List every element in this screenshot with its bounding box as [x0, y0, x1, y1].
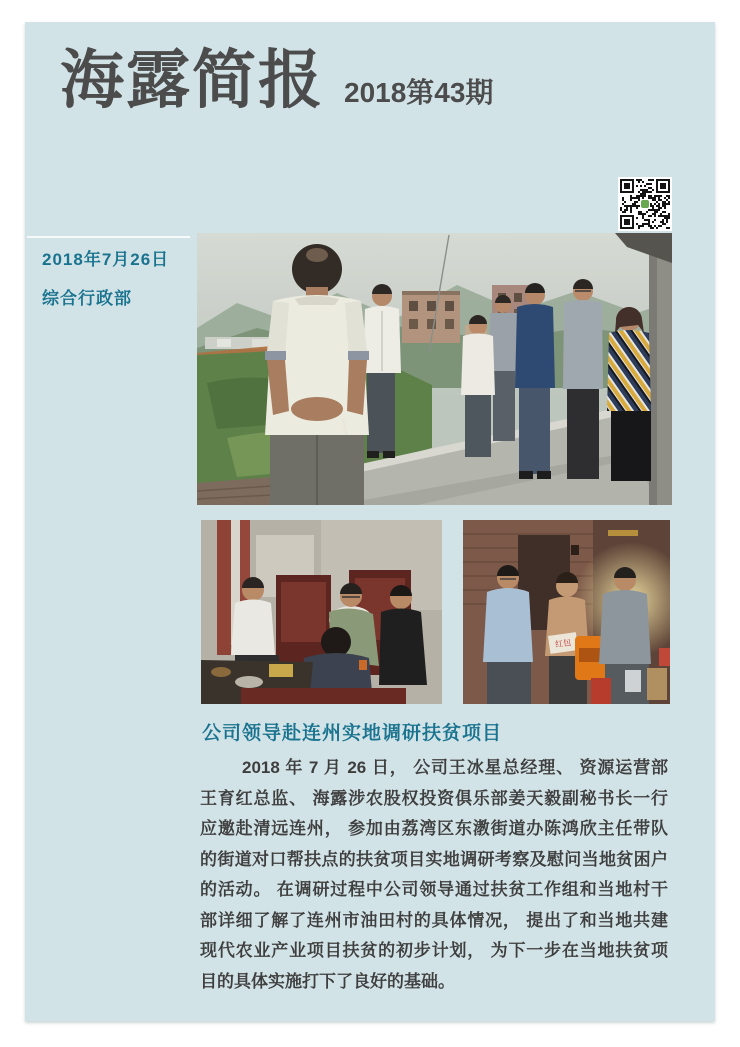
body-line: 部详细了解了连州市油田村的具体情况， 提出了和当地共建 — [200, 910, 668, 930]
newsletter-title: 海露简报 — [60, 44, 324, 116]
department-label: 综合行政部 — [42, 289, 132, 308]
body-line: 目的具体实施打下了良好的基础。 — [200, 971, 455, 991]
photo-rooftop-site-visit — [197, 233, 672, 505]
photo-indoor-meeting — [201, 520, 442, 704]
photo-gift-presentation — [463, 520, 670, 704]
qr-code-icon — [618, 177, 672, 231]
body-line: 现代农业产业项目扶贫的初步计划， 为下一步在当地扶贫项 — [200, 941, 668, 960]
svg-text:红包: 红包 — [554, 637, 572, 650]
publish-date: 2018年7月26日 — [42, 250, 170, 269]
masthead — [60, 44, 494, 116]
body-line: 2018 年 7 月 26 日， 公司王冰星总经理、 资源运营部 — [242, 758, 668, 777]
article-heading: 公司领导赴连州实地调研扶贫项目 — [202, 723, 503, 744]
article-body — [200, 753, 668, 997]
body-line: 应邀赴清远连州， 参加由荔湾区东漖街道办陈鸿欣主任带队 — [200, 819, 668, 838]
newsletter-card — [25, 22, 715, 1021]
body-line: 的活动。 在调研过程中公司领导通过扶贫工作组和当地村干 — [200, 880, 668, 899]
sidebar-divider — [27, 236, 190, 238]
issue-number: 2018第43期 — [344, 77, 494, 108]
body-line: 王育红总监、 海露涉农股权投资俱乐部姜天毅副秘书长一行 — [200, 788, 668, 808]
body-line: 的街道对口帮扶点的扶贫项目实地调研考察及慰问当地贫困户 — [200, 849, 668, 869]
